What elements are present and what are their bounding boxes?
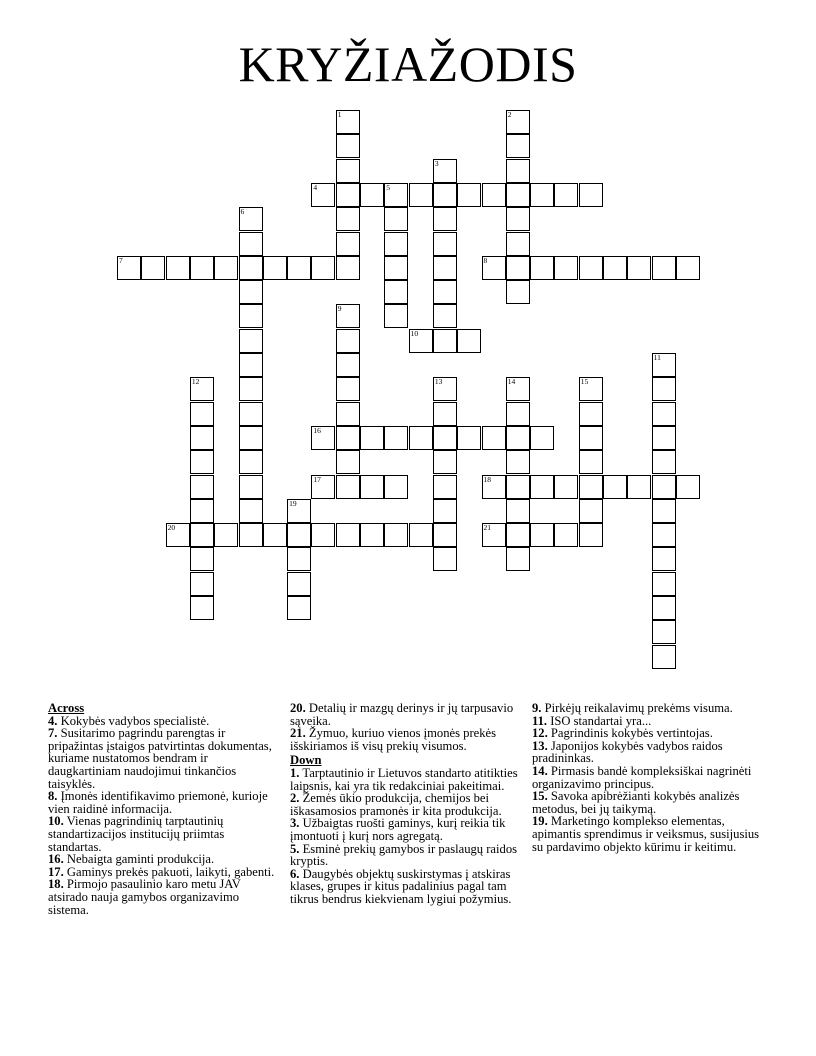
clues-column-1 (48, 702, 280, 916)
clue-number: 10 (410, 328, 419, 338)
clue-down-12: 12. Pagrindinis kokybės vertintojas. (532, 726, 713, 741)
grid-cell[interactable] (530, 475, 554, 499)
clue-down-3: 3. Užbaigtas ruošti gaminys, kurį reikia tik įmontuoti į kurį nors agregatą. (290, 816, 506, 843)
grid-cell[interactable] (433, 426, 457, 450)
grid-cell[interactable] (506, 159, 530, 183)
clue-down-9: 9. Pirkėjų reikalavimų prekėms visuma. (532, 701, 733, 715)
grid-cell[interactable] (530, 426, 554, 450)
grid-cell[interactable] (579, 499, 603, 523)
grid-cell[interactable] (554, 183, 578, 207)
grid-cell[interactable] (433, 256, 457, 280)
grid-cell[interactable] (457, 183, 481, 207)
grid-cell[interactable] (652, 450, 676, 474)
grid-cell[interactable] (384, 304, 408, 328)
clue-number: 19 (289, 498, 297, 508)
clue-across-16: 16. Nebaigta gaminti produkcija. (48, 852, 215, 867)
clue-number: 16 (313, 425, 321, 435)
grid-cell[interactable] (579, 402, 603, 426)
grid-cell[interactable] (409, 426, 433, 450)
clue-across-21: 21. Žymuo, kuriuo vienos įmonės prekės išskiriamos iš visų prekių visumos. (290, 726, 497, 753)
grid-cell[interactable] (190, 523, 214, 547)
grid-cell[interactable] (652, 645, 676, 669)
grid-cell[interactable] (287, 523, 311, 547)
grid-cell[interactable] (652, 475, 676, 499)
grid-cell[interactable] (457, 329, 481, 353)
clues-column-2 (290, 702, 522, 906)
grid-cell[interactable] (360, 523, 384, 547)
clue-down-13: 13. Japonijos kokybės vadybos raidos pradininkas. (532, 738, 723, 766)
clue-number: 8 (483, 255, 488, 265)
grid-cell[interactable] (239, 232, 263, 256)
grid-cell[interactable] (190, 572, 214, 596)
grid-cell[interactable] (239, 304, 263, 328)
clue-number: 5 (386, 182, 391, 192)
grid-cell[interactable] (627, 475, 651, 499)
grid-cell[interactable] (239, 377, 263, 401)
grid-cell[interactable] (506, 402, 530, 426)
clue-number: 7 (119, 255, 123, 265)
clue-number: 2 (507, 110, 512, 119)
clue-number: 3 (434, 158, 439, 168)
clue-number: 14 (507, 377, 516, 387)
clue-number: 6 (240, 207, 245, 217)
grid-cell[interactable] (506, 547, 530, 571)
across-heading: Across (48, 701, 85, 715)
grid-cell[interactable] (239, 329, 263, 353)
clue-across-7: 7. Susitarimo pagrindu parengtas ir pripažintas įstaigos patvirtintas dokumentas, kuriame nustatomos bendram ir daugkartiniam naudojimui tinkančios taisyklės. (48, 726, 272, 791)
grid-cell[interactable] (190, 426, 214, 450)
grid-cell[interactable] (652, 402, 676, 426)
grid-cell[interactable] (360, 475, 384, 499)
grid-cell[interactable] (287, 596, 311, 620)
grid-cell[interactable] (506, 426, 530, 450)
clue-number: 11 (653, 353, 661, 362)
grid-cell[interactable] (214, 523, 238, 547)
clue-number: 1 (337, 110, 342, 119)
grid-cell[interactable] (482, 426, 506, 450)
grid-cell[interactable] (239, 280, 263, 304)
grid-cell[interactable] (239, 256, 263, 280)
grid-cell[interactable] (239, 426, 263, 450)
grid-cell[interactable] (287, 547, 311, 571)
clue-number: 20 (167, 523, 176, 533)
grid-cell[interactable] (190, 547, 214, 571)
grid-cell[interactable] (287, 572, 311, 596)
clue-down-6: 6. Daugybės objektų suskirstymas į atskiras klases, grupes ir kitus padalinius pagal tam tikrus bendrus kiekvienam lygiui požymius. (290, 866, 512, 906)
clue-across-10: 10. Vienas pagrindinių tarptautinių standartizacijos institucijų priimtas standartas. (48, 814, 225, 854)
grid-cell[interactable] (482, 183, 506, 207)
grid-cell[interactable] (652, 596, 676, 620)
grid-cell[interactable] (676, 256, 700, 280)
clue-number: 4 (313, 182, 318, 192)
grid-cell[interactable] (190, 402, 214, 426)
grid-cell[interactable] (409, 523, 433, 547)
grid-cell[interactable] (336, 159, 360, 183)
grid-cell[interactable] (652, 620, 676, 644)
grid-cell[interactable] (239, 353, 263, 377)
grid-cell[interactable] (433, 207, 457, 231)
grid-cell[interactable] (336, 207, 360, 231)
clue-down-1: 1. Tarptautinio ir Lietuvos standarto atitikties laipsnis, kai yra tik redakciniai pakeitimai. (290, 765, 518, 793)
grid-cell[interactable] (239, 499, 263, 523)
grid-cell[interactable] (433, 450, 457, 474)
clue-number: 13 (434, 377, 443, 387)
page-title: KRYŽIAŽODIS (238, 36, 578, 92)
grid-cell[interactable] (336, 232, 360, 256)
grid-cell[interactable] (336, 377, 360, 401)
grid-cell[interactable] (433, 280, 457, 304)
grid-cell[interactable] (506, 475, 530, 499)
grid-cell[interactable] (263, 256, 287, 280)
clue-number: 9 (337, 304, 342, 314)
grid-cell[interactable] (506, 499, 530, 523)
down-heading: Down (290, 753, 322, 768)
grid-cell[interactable] (166, 256, 190, 280)
clue-down-11: 11. ISO standartai yra... (532, 713, 652, 728)
grid-cell[interactable] (603, 475, 627, 499)
grid-cell[interactable] (141, 256, 165, 280)
grid-cell[interactable] (190, 475, 214, 499)
grid-cell[interactable] (311, 523, 335, 547)
clue-down-15: 15. Savoka apibrėžianti kokybės analizės metodus, bei jų taikymą. (532, 789, 740, 816)
grid-cell[interactable] (579, 450, 603, 474)
clue-across-17: 17. Gaminys prekės pakuoti, laikyti, gabenti. (48, 864, 275, 879)
grid-cell[interactable] (336, 450, 360, 474)
grid-cell[interactable] (506, 523, 530, 547)
clue-across-4: 4. Kokybės vadybos specialistė. (48, 713, 210, 728)
grid-cell[interactable] (652, 377, 676, 401)
grid-cell[interactable] (579, 523, 603, 547)
grid-cell[interactable] (214, 256, 238, 280)
grid-cell[interactable] (239, 450, 263, 474)
grid-cell[interactable] (336, 426, 360, 450)
grid-cell[interactable] (554, 475, 578, 499)
grid-cell[interactable] (554, 256, 578, 280)
grid-cell[interactable] (384, 207, 408, 231)
grid-cell[interactable] (336, 329, 360, 353)
grid-cell[interactable] (384, 475, 408, 499)
grid-cell[interactable] (433, 499, 457, 523)
grid-cell[interactable] (239, 475, 263, 499)
clue-down-5: 5. Esminė prekių gamybos ir paslaugų raidos kryptis. (290, 841, 518, 869)
clue-number: 17 (313, 474, 321, 484)
clue-across-18: 18. Pirmojo pasaulinio karo metu JAV atsirado nauja gamybos organizavimo sistema. (48, 877, 241, 917)
grid-cell[interactable] (409, 183, 433, 207)
grid-cell[interactable] (433, 304, 457, 328)
grid-cell[interactable] (433, 183, 457, 207)
grid-cell[interactable] (530, 523, 554, 547)
grid-cell[interactable] (384, 523, 408, 547)
grid-cell[interactable] (506, 256, 530, 280)
grid-cell[interactable] (652, 572, 676, 596)
grid-cell[interactable] (433, 329, 457, 353)
grid-cell[interactable] (360, 426, 384, 450)
grid-cell[interactable] (433, 232, 457, 256)
grid-cell[interactable] (652, 523, 676, 547)
grid-cell[interactable] (360, 183, 384, 207)
grid-cell[interactable] (457, 426, 481, 450)
clue-number: 21 (483, 523, 491, 533)
clue-number: 15 (580, 377, 589, 387)
grid-cell[interactable] (384, 426, 408, 450)
grid-cell[interactable] (384, 280, 408, 304)
grid-cell[interactable] (336, 183, 360, 207)
grid-cell[interactable] (652, 499, 676, 523)
grid-cell[interactable] (433, 547, 457, 571)
grid-cell[interactable] (311, 256, 335, 280)
grid-cell[interactable] (627, 256, 651, 280)
grid-cell[interactable] (579, 256, 603, 280)
clue-number: 12 (191, 377, 200, 387)
grid-cell[interactable] (336, 402, 360, 426)
grid-cell[interactable] (506, 207, 530, 231)
grid-cell[interactable] (603, 256, 627, 280)
grid-cell[interactable] (287, 256, 311, 280)
clue-across-20: 20. Detalių ir mazgų derinys ir jų tarpusavio sąveika. (290, 701, 514, 728)
grid-cell[interactable] (239, 402, 263, 426)
grid-cell[interactable] (652, 256, 676, 280)
grid-cell[interactable] (506, 232, 530, 256)
clue-down-14: 14. Pirmasis bandė kompleksiškai nagrinėti organizavimo principus. (532, 763, 752, 791)
clue-across-8: 8. Įmonės identifikavimo priemonė, kurioje vien raidinė informacija. (48, 789, 268, 816)
grid-cell[interactable] (384, 232, 408, 256)
grid-cell[interactable] (384, 256, 408, 280)
clues-column-3 (532, 702, 768, 853)
grid-cell[interactable] (433, 402, 457, 426)
grid-cell[interactable] (336, 256, 360, 280)
grid-cell[interactable] (506, 280, 530, 304)
clue-down-2: 2. Žemės ūkio produkcija, chemijos bei iškasamosios pramonės ir kita produkcija. (290, 791, 502, 818)
grid-cell[interactable] (579, 475, 603, 499)
grid-cell[interactable] (506, 134, 530, 158)
grid-cell[interactable] (579, 183, 603, 207)
grid-cell[interactable] (554, 523, 578, 547)
grid-cell[interactable] (336, 134, 360, 158)
grid-cell[interactable] (336, 523, 360, 547)
grid-cell[interactable] (190, 450, 214, 474)
grid-cell[interactable] (506, 450, 530, 474)
grid-cell[interactable] (676, 475, 700, 499)
grid-cell[interactable] (336, 475, 360, 499)
grid-cell[interactable] (579, 426, 603, 450)
grid-cell[interactable] (239, 523, 263, 547)
grid-cell[interactable] (530, 183, 554, 207)
grid-cell[interactable] (190, 596, 214, 620)
clue-down-19: 19. Marketingo komplekso elementas, apimantis sprendimus ir veiksmus, susijusius su pardavimo objekto kūrimu ir keitimu. (532, 814, 760, 854)
grid-cell[interactable] (652, 547, 676, 571)
grid-cell[interactable] (652, 426, 676, 450)
grid-cell[interactable] (336, 353, 360, 377)
grid-cell[interactable] (263, 523, 287, 547)
grid-cell[interactable] (433, 523, 457, 547)
clue-number: 18 (483, 474, 491, 484)
grid-cell[interactable] (433, 475, 457, 499)
grid-cell[interactable] (506, 183, 530, 207)
grid-cell[interactable] (190, 499, 214, 523)
grid-cell[interactable] (530, 256, 554, 280)
grid-cell[interactable] (190, 256, 214, 280)
